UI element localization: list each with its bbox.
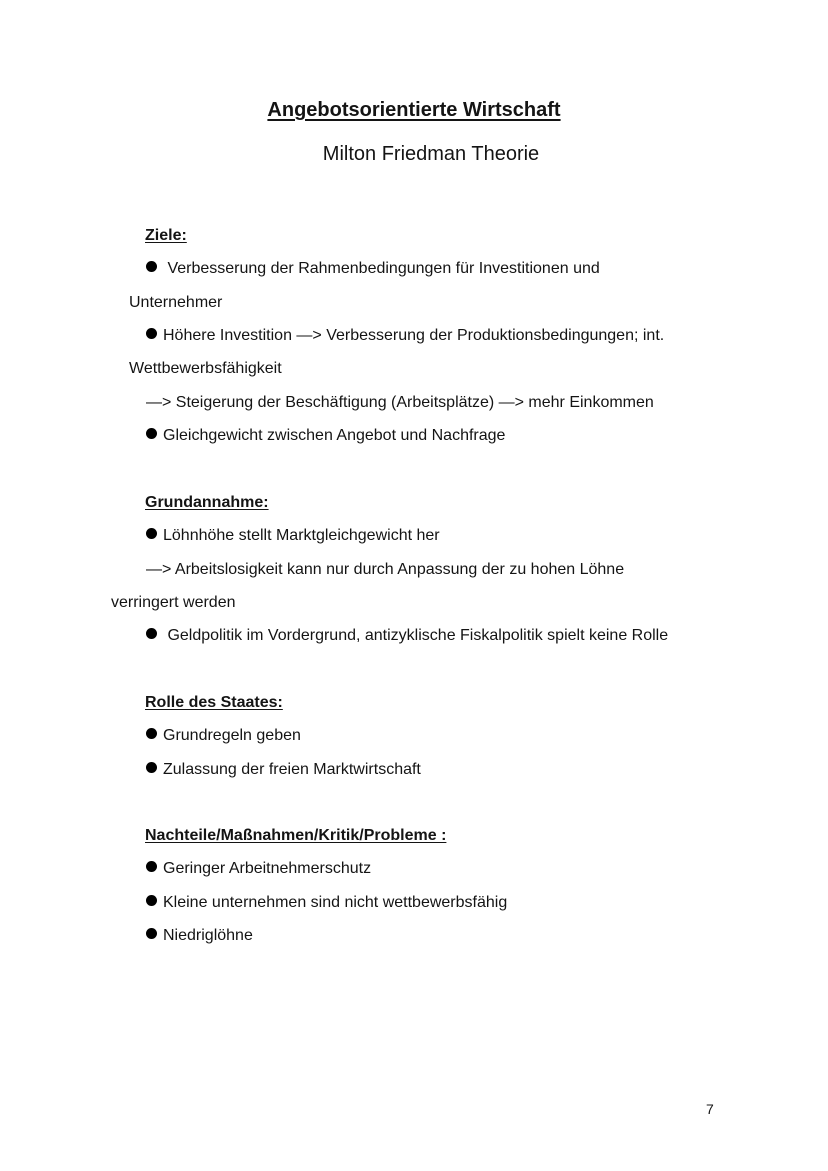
list-item-text: Niedriglöhne: [163, 927, 253, 944]
list-item: [146, 926, 253, 946]
page-title: Angebotsorientierte Wirtschaft: [267, 99, 561, 121]
bullet-icon: [146, 528, 157, 539]
list-item-text: Löhnhöhe stellt Marktgleichgewicht her: [163, 527, 440, 544]
section-heading-staat: Rolle des Staates:: [145, 694, 283, 711]
list-item-text: Verbesserung der Rahmenbedingungen für Investitionen und: [167, 260, 600, 277]
list-item: [146, 859, 371, 879]
bullet-icon: [146, 328, 157, 339]
list-item: [146, 726, 301, 746]
bullet-icon: [146, 762, 157, 773]
list-item-continuation: Wettbewerbsfähigkeit: [129, 360, 282, 377]
section-heading-grundannahme: Grundannahme:: [145, 494, 269, 511]
list-item-text: Grundregeln geben: [163, 727, 301, 744]
list-item: [146, 426, 505, 446]
section-heading-ziele: Ziele:: [145, 227, 187, 244]
list-item-text: Zulassung der freien Marktwirtschaft: [163, 761, 421, 778]
bullet-icon: [146, 895, 157, 906]
list-item-continuation: verringert werden: [111, 594, 236, 611]
list-item: [146, 893, 507, 913]
list-item-continuation: Unternehmer: [129, 294, 223, 311]
list-item: [146, 326, 664, 346]
list-item: [146, 626, 668, 646]
page-number: 7: [706, 1101, 714, 1117]
bullet-icon: [146, 861, 157, 872]
list-item-text: Geringer Arbeitnehmerschutz: [163, 860, 372, 877]
bullet-icon: [146, 628, 157, 639]
list-item-text: Höhere Investition —> Verbesserung der Produktionsbedingungen; int.: [163, 327, 665, 344]
page-subtitle: Milton Friedman Theorie: [322, 143, 540, 165]
section-heading-nachteile: Nachteile/Maßnahmen/Kritik/Probleme :: [145, 827, 447, 844]
list-item: [146, 259, 600, 279]
list-item: [146, 760, 421, 780]
list-item-text: Gleichgewicht zwischen Angebot und Nachfrage: [163, 427, 506, 444]
bullet-icon: [146, 261, 157, 272]
list-item-arrow-line: —> Steigerung der Beschäftigung (Arbeitsplätze) —> mehr Einkommen: [146, 394, 654, 411]
list-item: [146, 526, 440, 546]
list-item-text: Kleine unternehmen sind nicht wettbewerbsfähig: [163, 894, 508, 911]
bullet-icon: [146, 928, 157, 939]
bullet-icon: [146, 428, 157, 439]
bullet-icon: [146, 728, 157, 739]
list-item-arrow-line: —> Arbeitslosigkeit kann nur durch Anpassung der zu hohen Löhne: [146, 561, 625, 578]
list-item-text: Geldpolitik im Vordergrund, antizyklische Fiskalpolitik spielt keine Rolle: [167, 627, 669, 644]
